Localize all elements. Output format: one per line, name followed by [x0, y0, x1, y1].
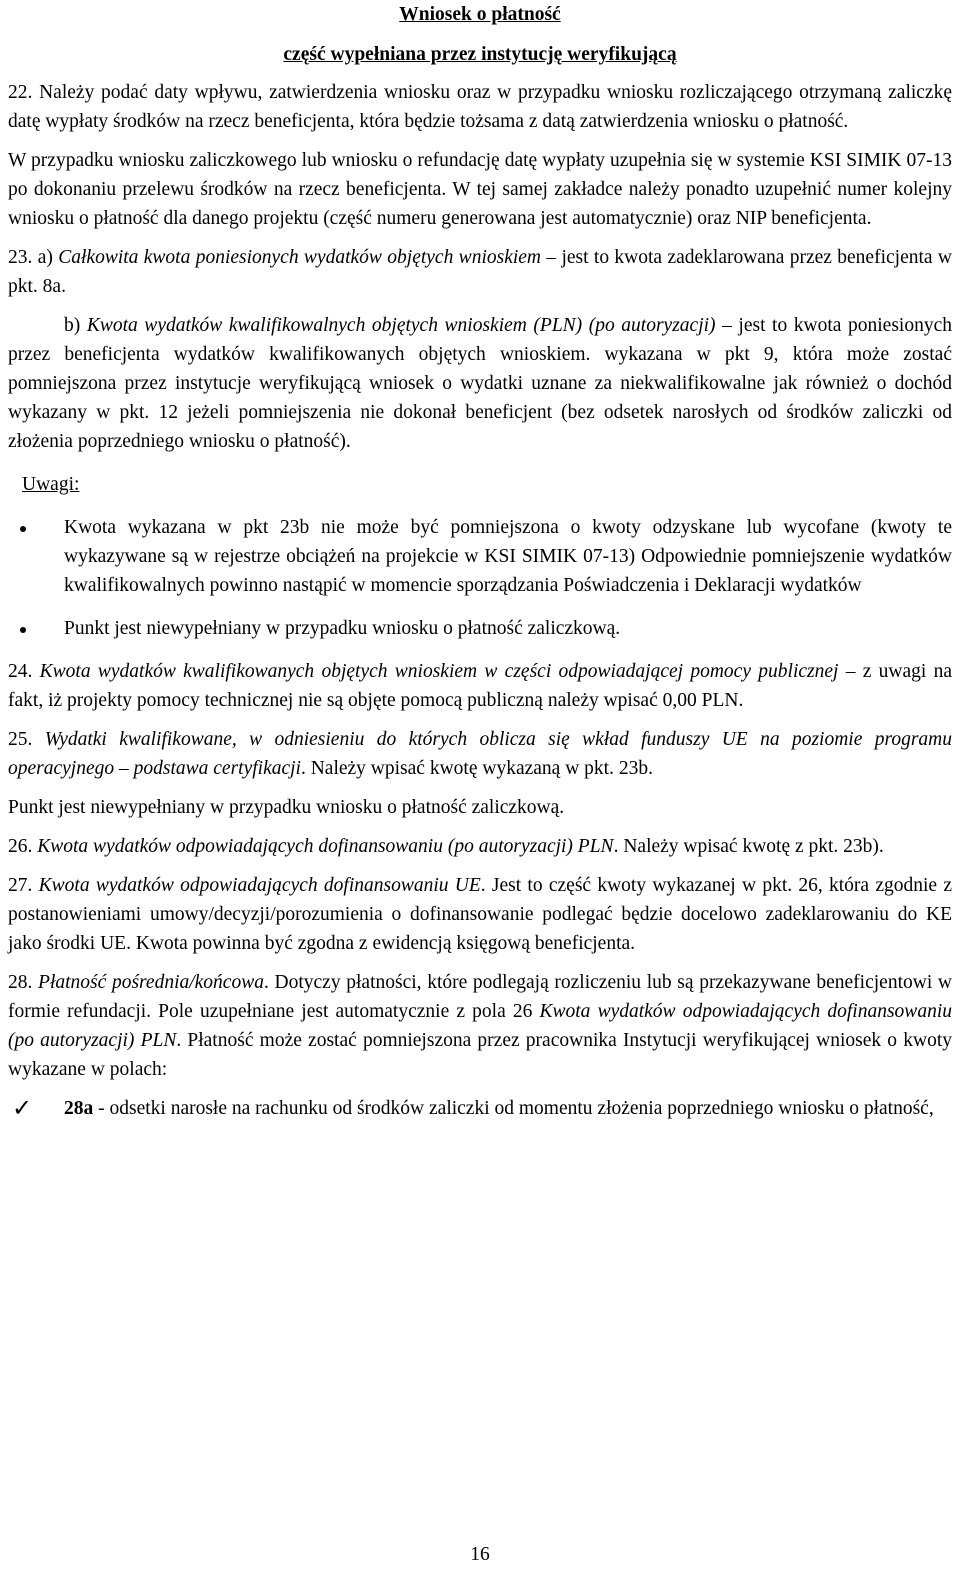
bullet-icon — [20, 526, 26, 532]
field-code: 28a — [64, 1098, 94, 1119]
p26-number: 26. — [8, 836, 38, 857]
page-number: 16 — [470, 1544, 490, 1565]
notes-item — [8, 513, 952, 600]
notes-item-text: Kwota wykazana w pkt 23b nie może być pomniejszona o kwoty odzyskane lub wycofane (kwoty te wykazywane są w rejestrze obciążeń na projekcie w KSI SIMIK 07-13) Odpowiednie pomniejszenie wydatków kwalifikowalnych powinno nastąpić w momencie sporządzania Poświadczenia i Deklaracji wydatków — [64, 517, 952, 596]
paragraph-25-note: Punkt jest niewypełniany w przypadku wniosku o płatność zaliczkową. — [8, 797, 565, 818]
paragraph-22b: W przypadku wniosku zaliczkowego lub wniosku o refundację datę wypłaty uzupełnia się w systemie KSI SIMIK 07-13 po dokonaniu przelewu środków na rzecz beneficjenta. W tej samej zakładce należy ponadto uzupełnić numer kolejny wniosku o płatność dla danego projektu (część numeru generowana jest automatycznie) oraz NIP beneficjenta. — [8, 150, 952, 229]
notes-list — [8, 513, 952, 643]
p25-text: . Należy wpisać kwotę wykazaną w pkt. 23b. — [300, 758, 653, 779]
p23b-text: – jest to kwota poniesionych przez beneficjenta wydatków kwalifikowanych objętych wnioskiem. wykazana w pkt 9, która może zostać pomniejszona przez instytucje weryfikującą wniosek o wydatki uznane za niekwalifikowalne jak również o dochód wykazany w pkt. 12 jeżeli pomniejszenia nie dokonał beneficjent (bez odsetek narosłych od środków zaliczki od złożenia poprzedniego wniosku o płatność). — [8, 315, 952, 452]
fields-list — [8, 1094, 952, 1123]
p23b-term: Kwota wydatków kwalifikowalnych objętych wnioskiem (PLN) (po autoryzacji) — [86, 315, 716, 336]
notes-item-text: Punkt jest niewypełniany w przypadku wniosku o płatność zaliczkową. — [64, 618, 621, 639]
p28-text: . Dotyczy płatności, które podlegają rozliczeniu lub są przekazywane beneficjentowi w formie refundacji. Pole uzupełniane jest automatycznie z pola 26 — [8, 972, 952, 1022]
p23a-term: Całkowita kwota poniesionych wydatków objętych wnioskiem — [58, 247, 542, 268]
notes-item — [8, 614, 952, 643]
paragraph-26 — [8, 832, 952, 861]
checkmark-icon: ✓ — [12, 1094, 33, 1122]
field-description: - odsetki narosłe na rachunku od środków zaliczki od momentu złożenia poprzedniego wniosku o płatność, — [93, 1098, 934, 1119]
p28-term-2: Kwota wydatków odpowiadających dofinansowaniu (po autoryzacji) PLN — [8, 1001, 952, 1051]
paragraph-23a — [8, 243, 952, 301]
paragraph-28 — [8, 968, 952, 1084]
document-title: Wniosek o płatność — [399, 4, 561, 25]
fields-item — [8, 1094, 952, 1123]
document-subtitle: część wypełniana przez instytucję weryfikującą — [283, 44, 677, 65]
p26-term: Kwota wydatków odpowiadających dofinansowaniu (po autoryzacji) PLN — [37, 836, 614, 857]
p25-number: 25. — [8, 729, 45, 750]
p27-number: 27. — [8, 875, 39, 896]
paragraph-23b — [8, 311, 952, 456]
p25-term: Wydatki kwalifikowane, w odniesieniu do których oblicza się wkład funduszy UE na poziomie programu operacyjnego – podstawa certyfikacji — [8, 729, 953, 779]
paragraph-24 — [8, 657, 952, 715]
p27-term: Kwota wydatków odpowiadających dofinansowaniu UE — [38, 875, 481, 896]
p24-number: 24. — [8, 661, 40, 682]
p23a-number: 23. a) — [8, 247, 59, 268]
p24-term: Kwota wydatków kwalifikowanych objętych wnioskiem w części odpowiadającej pomocy publicznej — [39, 661, 839, 682]
p23a-text: – jest to kwota zadeklarowana przez beneficjenta w pkt. 8a. — [8, 247, 952, 297]
document-page — [8, 0, 953, 1565]
p24-text: – z uwagi na fakt, iż projekty pomocy technicznej nie są objęte pomocą publiczną należy wpisać 0,00 PLN. — [8, 661, 953, 711]
notes-heading: Uwagi: — [22, 474, 80, 495]
p26-text: . Należy wpisać kwotę z pkt. 23b). — [613, 836, 884, 857]
p28-text-end: . Płatność może zostać pomniejszona przez pracownika Instytucji weryfikującej wniosek o kwoty wykazane w polach: — [8, 1030, 952, 1080]
paragraph-25 — [8, 725, 952, 783]
p27-text: . Jest to część kwoty wykazanej w pkt. 26, która zgodnie z postanowieniami umowy/decyzji/porozumienia o dofinansowanie podlegać będzie docelowo zadeklarowaniu do KE jako środki UE. Kwota powinna być zgodna z ewidencją księgową beneficjenta. — [8, 875, 952, 954]
paragraph-22a: 22. Należy podać daty wpływu, zatwierdzenia wniosku oraz w przypadku wniosku rozliczającego otrzymaną zaliczkę datę wypłaty środków na rzecz beneficjenta, która będzie tożsama z datą zatwierdzenia wniosku o płatność. — [8, 82, 952, 132]
paragraph-27 — [8, 871, 952, 958]
p23b-number: b) — [64, 315, 87, 336]
p28-term: Płatność pośrednia/końcowa — [38, 972, 264, 993]
bullet-icon — [20, 627, 26, 633]
p28-number: 28. — [8, 972, 39, 993]
